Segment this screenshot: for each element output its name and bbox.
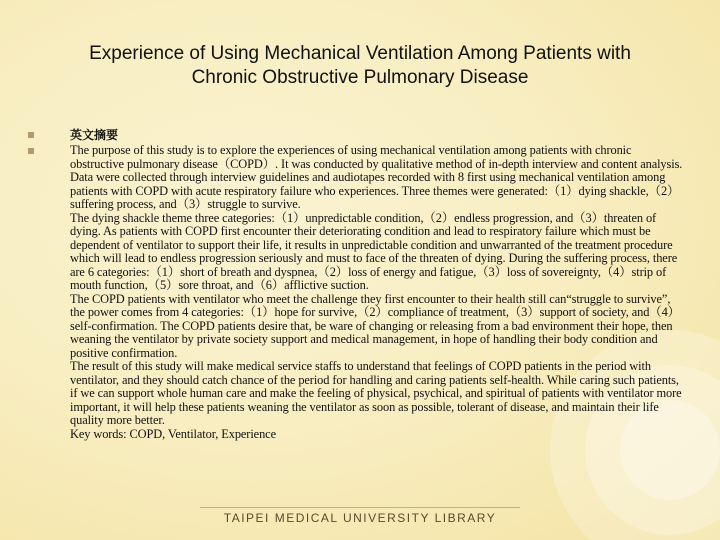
bullet-item-abstract — [28, 144, 684, 441]
footer-divider — [200, 507, 520, 508]
keywords-line: Key words: COPD, Ventilator, Experience — [70, 426, 276, 441]
abstract-paragraph-4: The result of this study will make medical service staffs to understand that feelings of COPD patients in the period with ventilator, and they should catch chance of the period for handling and caring patients self-health. While caring such patients, if we can support whole human care and make the feeling of physical, psychical, and spiritual of patients with ventilator more important, it will help these patients weaning the ventilator as soon as possible, tolerant of disease, and maintain their life quality more better. — [70, 359, 682, 427]
bullet-list — [28, 128, 684, 441]
abstract-heading: 英文摘要 — [70, 128, 119, 142]
footer-logo-text: TAIPEI MEDICAL UNIVERSITY LIBRARY — [223, 511, 497, 525]
abstract-paragraph-2: The dying shackle theme three categories:（1）unpredictable condition,（2）endless progression, and（3）threaten of dying. As patients with COPD first encounter their deteriorating condition and lead to respiratory failure which must be dependent of ventilator to support their life, it results in unpredictable condition and unwarranted of the treatment procedure which will lead to endless progression seriously and must to face of the threaten of dying. During the suffering process, there are 6 categories:（1）short of breath and dyspnea,（2）loss of energy and fatigue,（3）loss of sovereignty,（4）strip of mouth function,（5）sore throat, and（6）afflictive suction. — [70, 210, 678, 292]
title-line-2: Chronic Obstructive Pulmonary Disease — [191, 67, 529, 88]
title-line-1: Experience of Using Mechanical Ventilation Among Patients with — [89, 43, 631, 64]
square-bullet-icon — [28, 148, 34, 154]
slide-title — [40, 42, 680, 90]
bullet-item-heading — [28, 128, 684, 142]
abstract-paragraph-3: The COPD patients with ventilator who meet the challenge they first encounter to their health still can“struggle to survive”, the power comes from 4 categories:（1）hope for survive,（2）compliance of treatment,（3）support of society, and（4）self-confirmation. The COPD patients desire that, be ware of changing or releasing from a bad environment their hope, then weaning the ventilator by private society support and medical management, in hope of handling their body condition and positive confirmation. — [70, 291, 680, 360]
square-bullet-icon — [28, 132, 34, 138]
abstract-paragraph-1: The purpose of this study is to explore the experiences of using mechanical ventilation among patients with chronic obstructive pulmonary disease（COPD）. It was conducted by qualitative method of in-depth interview and content analysis. Data were collected through interview guidelines and audiotapes recorded with 8 first using mechanical ventilation among patients with COPD with acute respiratory failure who experiences. Three themes were generated:（1）dying shackle,（2）suffering process, and（3）struggle to survive. — [70, 143, 683, 211]
abstract-body — [70, 144, 684, 441]
